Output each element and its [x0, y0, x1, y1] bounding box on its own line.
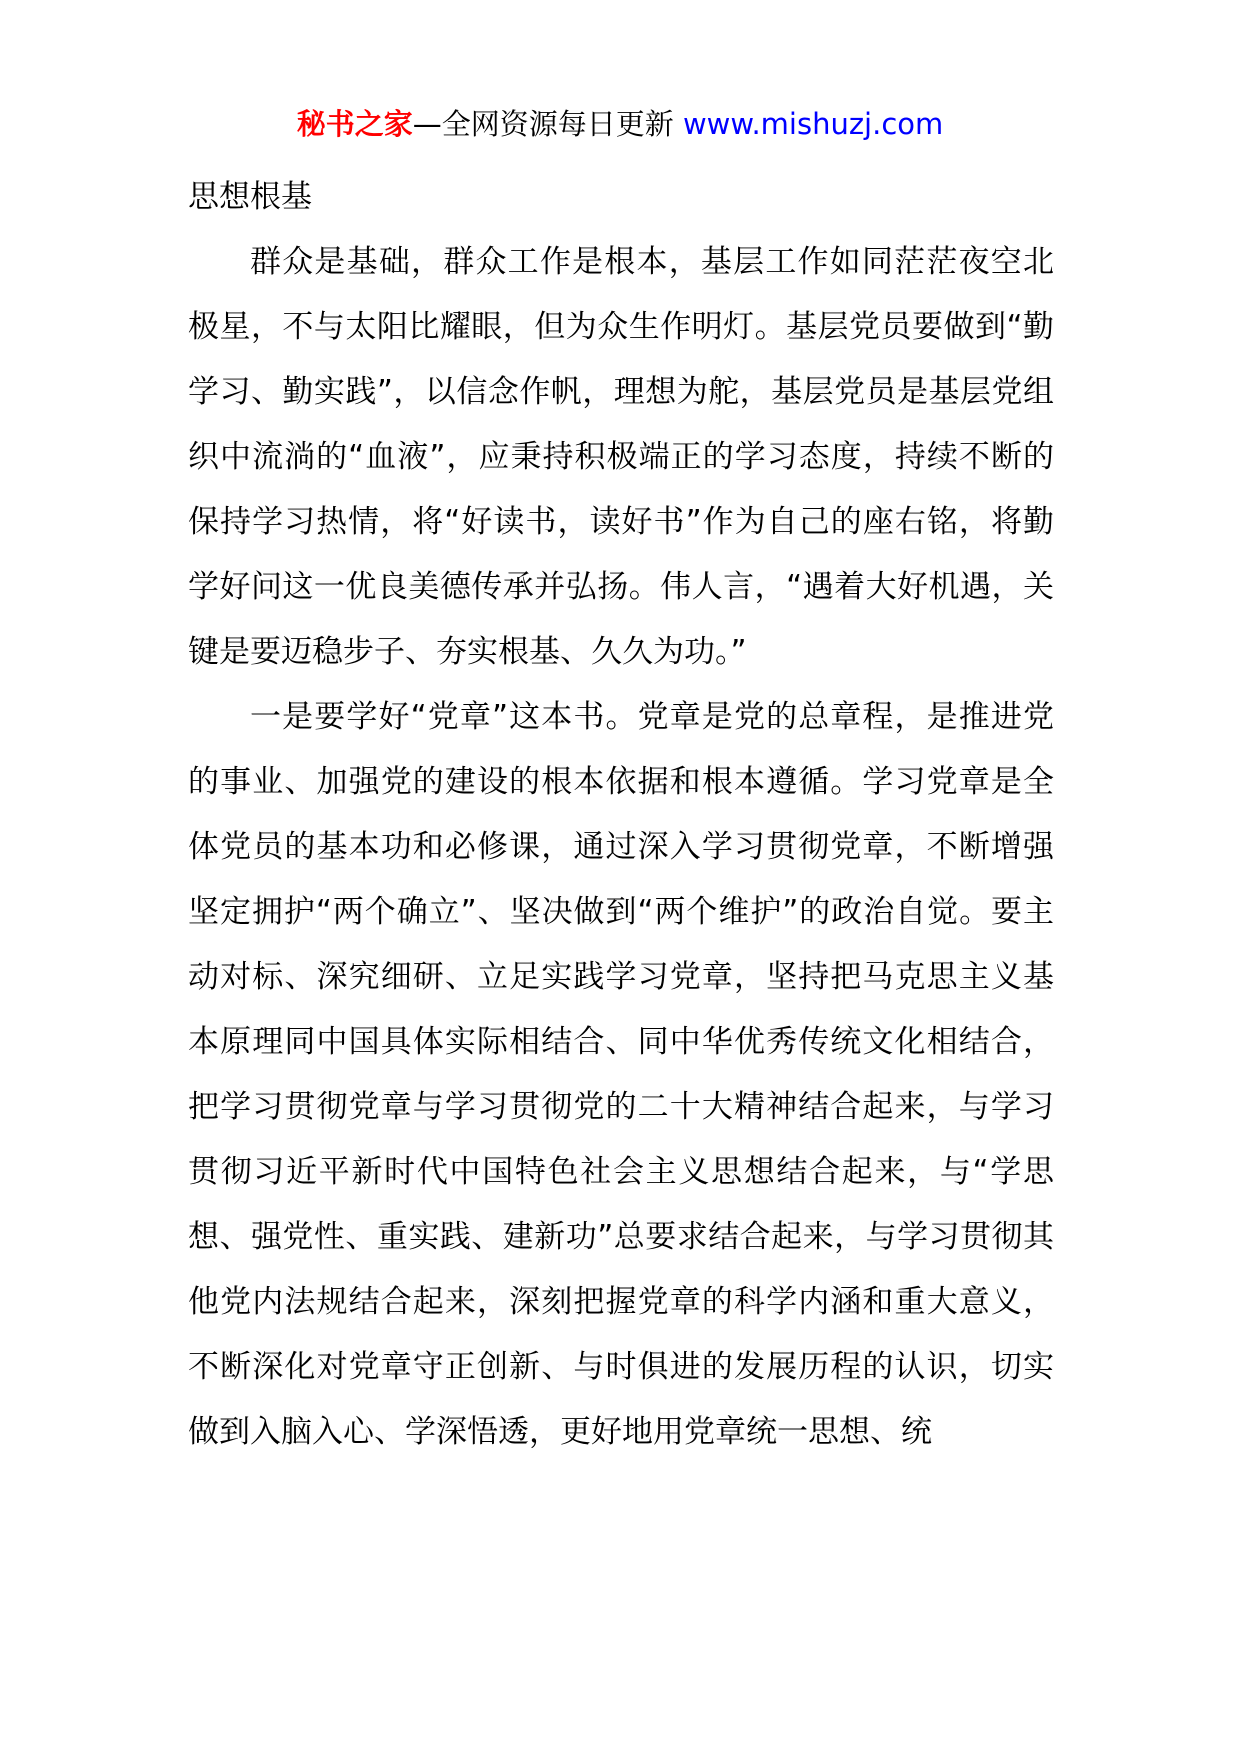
paragraph-continuation: 思想根基: [188, 179, 312, 215]
site-header: [0, 100, 1240, 148]
header-tagline: —全网资源每日更新: [412, 107, 674, 141]
paragraph-masses: 群众是基础，群众工作是根本，基层工作如同茫茫夜空北极星，不与太阳比耀眼，但为众生作明灯。基层党员要做到“勤学习、勤实践”，以信念作帆，理想为舵，基层党员是基层党组织中流淌的“血液”，应秉持积极端正的学习态度，持续不断的保持学习热情，将“好读书，读好书”作为自己的座右铭，将勤学好问这一优良美德传承并弘扬。伟人言，“遇着大好机遇，关键是要迈稳步子、夯实根基、久久为功。”: [188, 244, 1054, 670]
brand-name: 秘书之家: [296, 107, 413, 141]
paragraph-party-constitution: 一是要学好“党章”这本书。党章是党的总章程，是推进党的事业、加强党的建设的根本依据和根本遵循。学习党章是全体党员的基本功和必修课，通过深入学习贯彻党章，不断增强坚定拥护“两个确立”、坚决做到“两个维护”的政治自觉。要主动对标、深究细研、立足实践学习党章，坚持把马克思主义基本原理同中国具体实际相结合、同中华优秀传统文化相结合，把学习贯彻党章与学习贯彻党的二十大精神结合起来，与学习贯彻习近平新时代中国特色社会主义思想结合起来，与“学思想、强党性、重实践、建新功”总要求结合起来，与学习贯彻其他党内法规结合起来，深刻把握党章的科学内涵和重大意义，不断深化对党章守正创新、与时俱进的发展历程的认识，切实做到入脑入心、学深悟透，更好地用党章统一思想、统: [188, 699, 1054, 1450]
site-url-link[interactable]: www.mishuzj.com: [682, 107, 944, 141]
document-body: [188, 165, 1054, 1465]
